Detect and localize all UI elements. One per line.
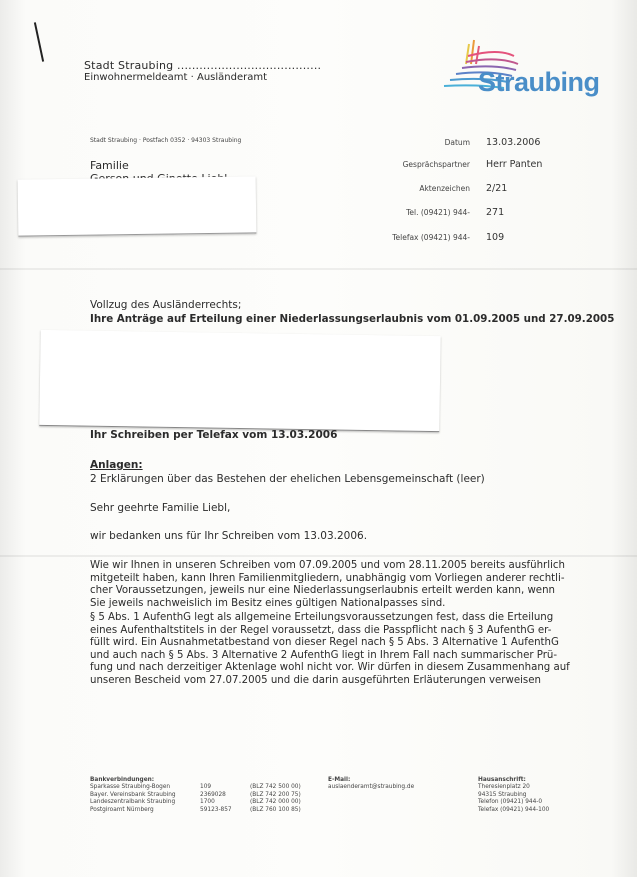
fold-line (0, 268, 637, 270)
bank-name: Bayer. Vereinsbank Straubing (90, 791, 176, 798)
attachments-heading: Anlagen: (90, 459, 143, 471)
bank-code: (BLZ 742 500 00) (250, 784, 301, 791)
paragraph-line: Sie jeweils nachweislich im Besitz eines gültigen Nationalpasses sind. (90, 597, 446, 609)
bank-codes (250, 784, 301, 814)
address-line: Telefon (09421) 944-0 (478, 799, 543, 806)
bank-name: Sparkasse Straubing-Bogen (90, 784, 171, 791)
paragraph-line: Wie wir Ihnen in unseren Schreiben vom 07.09.2005 und vom 28.11.2005 bereits ausführlich (90, 560, 565, 571)
recipient-line-1: Familie (90, 159, 129, 172)
logo-wordmark: Straubing (478, 67, 600, 97)
paragraph-line: und auch nach § 5 Abs. 3 Alternative 2 AufenthG liegt in Ihrem Fall nach summarischer Prü- (90, 649, 558, 661)
paragraph-line: cher Voraussetzungen, jeweils nur eine Niederlassungserlaubnis erteilt werden kann, wenn (90, 585, 555, 597)
bank-account: 109 (200, 784, 212, 791)
bank-account: 59123-857 (200, 806, 232, 813)
sender-department: Einwohnermeldeamt · Ausländeramt (84, 72, 268, 83)
bank-name: Landeszentralbank Straubing (90, 799, 176, 806)
bank-code: (BLZ 760 100 85) (250, 806, 301, 813)
bank-accounts (200, 784, 232, 814)
email-heading: E-Mail: (328, 777, 351, 783)
address-heading: Hausanschrift: (478, 777, 526, 783)
meta-value: 271 (486, 207, 505, 218)
salutation: Sehr geehrte Familie Liebl, (90, 502, 231, 514)
meta-label: Gesprächspartner (402, 160, 470, 169)
return-address: Stadt Straubing · Postfach 0352 · 94303 Straubing (90, 137, 242, 144)
paragraph-2 (90, 612, 580, 688)
reference-line: Ihr Schreiben per Telefax vom 13.03.2006 (90, 429, 338, 441)
meta-label: Aktenzeichen (419, 184, 470, 193)
subject-line-2: Ihre Anträge auf Erteilung einer Niederlassungserlaubnis vom 01.09.2005 und 27.09.2005 (90, 313, 615, 325)
email-block (328, 777, 414, 792)
bank-heading: Bankverbindungen: (90, 777, 155, 783)
subject-line-1: Vollzug des Ausländerrechts; (90, 299, 242, 311)
paragraph-line: füllt wird. Ein Ausnahmetatbestand von dieser Regel nach § 5 Abs. 3 Alternative 1 AufenthG (90, 637, 559, 649)
paragraph-line: eines Aufenthaltstitels in der Regel voraussetzt, dass die Passpflicht nach § 3 AufenthG er- (90, 624, 552, 636)
bank-code: (BLZ 742 200 75) (250, 791, 301, 798)
paragraph-line: unseren Bescheid vom 27.07.2005 und die darin ausgeführten Erläuterungen verweisen (90, 674, 541, 686)
paragraph-line: fung und nach derzeitiger Aktenlage wohl nicht vor. Wir dürfen in diesem Zusammenhang auf (90, 662, 570, 674)
attachments-text: 2 Erklärungen über das Bestehen der ehelichen Lebensgemeinschaft (leer) (90, 473, 485, 485)
redaction-paper (18, 176, 257, 236)
address-block (478, 777, 549, 814)
paragraph-line: mitgeteilt haben, kann Ihren Familienmitgliedern, unabhängig vom Vorliegen anderer rechtli- (90, 572, 565, 584)
meta-label: Tel. (09421) 944- (406, 208, 470, 217)
bank-account: 2369028 (200, 791, 226, 798)
meta-label: Telefax (09421) 944- (392, 233, 470, 242)
meta-value: 2/21 (486, 183, 508, 194)
meta-value: Herr Panten (486, 159, 543, 170)
paragraph-1 (90, 560, 580, 610)
fold-line (0, 555, 637, 557)
redaction-paper (39, 330, 440, 432)
thanks-line: wir bedanken uns für Ihr Schreiben vom 13.03.2006. (90, 530, 368, 542)
address-line: 94315 Straubing (478, 791, 527, 798)
bank-details (90, 777, 176, 814)
paragraph-line: § 5 Abs. 1 AufenthG legt als allgemeine Erteilungsvoraussetzungen fest, dass die Erteilung (90, 612, 554, 623)
sender-name: Stadt Straubing ....................................... (84, 59, 322, 72)
address-line: Theresienplatz 20 (478, 784, 530, 791)
bank-code: (BLZ 742 000 00) (250, 799, 301, 806)
meta-value: 13.03.2006 (486, 137, 541, 148)
address-line: Telefax (09421) 944-100 (478, 806, 550, 813)
bank-name: Postgiroamt Nürnberg (90, 806, 154, 813)
meta-value: 109 (486, 232, 505, 243)
pen-mark (34, 22, 44, 62)
bank-account: 1700 (200, 799, 215, 806)
email-address: auslaenderamt@straubing.de (328, 784, 415, 791)
meta-label: Datum (444, 138, 470, 147)
